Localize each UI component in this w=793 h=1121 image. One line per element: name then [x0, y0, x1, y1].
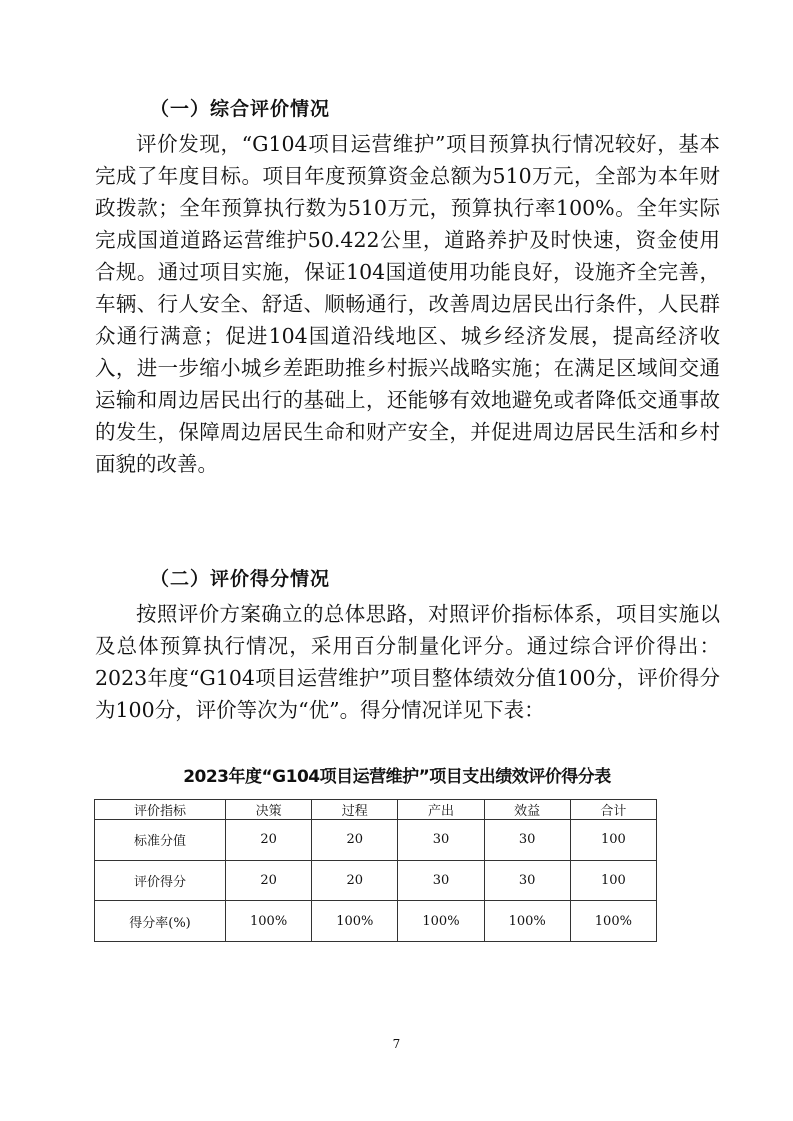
table-cell: 100%: [570, 901, 656, 942]
row-label-cell: 评价得分: [95, 860, 226, 901]
table-cell: 30: [398, 860, 484, 901]
header-cell: 决策: [226, 800, 312, 820]
row-label-cell: 得分率(%): [95, 901, 226, 942]
header-cell: 合计: [570, 800, 656, 820]
table-cell: 20: [312, 820, 398, 861]
section-heading-score-evaluation: （二）评价得分情况: [150, 568, 331, 590]
table-row: [95, 860, 657, 901]
table-cell: 100%: [484, 901, 570, 942]
table-row: [95, 901, 657, 942]
score-evaluation-paragraph: [95, 598, 720, 726]
paragraph-text: 按照评价方案确立的总体思路，对照评价指标体系，项目实施以及总体预算执行情况，采用百分制量化评分。通过综合评价得出：2023年度“G104项目运营维护”项目整体绩效分值100分，评价得分为100分，评价等次为“优”。得分情况详见下表：: [95, 602, 720, 722]
table-cell: 100%: [226, 901, 312, 942]
score-table: [94, 799, 657, 942]
table-cell: 20: [312, 860, 398, 901]
table-cell: 30: [398, 820, 484, 861]
table-cell: 30: [484, 820, 570, 861]
section-heading-overall-evaluation: （一）综合评价情况: [150, 98, 331, 120]
paragraph-text: 评价发现，“G104项目运营维护”项目预算执行情况较好，基本完成了年度目标。项目年度预算资金总额为510万元，全部为本年财政拨款；全年预算执行数为510万元，预算执行率100%。全年实际完成国道道路运营维护50.422公里，道路养护及时快速，资金使用合规。通过项目实施，保证104国道使用功能良好，设施齐全完善，车辆、行人安全、舒适、顺畅通行，改善周边居民出行条件，人民群众通行满意；促进104国道沿线地区、城乡经济发展，提高经济收入，进一步缩小城乡差距助推乡村振兴战略实施；在满足区域间交通运输和周边居民出行的基础上，还能够有效地避免或者降低交通事故的发生，保障周边居民生命和财产安全，并促进周边居民生活和乡村面貌的改善。: [95, 132, 720, 476]
header-cell: 效益: [484, 800, 570, 820]
table-cell: 100%: [398, 901, 484, 942]
table-cell: 100: [570, 820, 656, 861]
table-title: 2023年度“G104项目运营维护”项目支出绩效评价得分表: [183, 767, 611, 787]
table-cell: 20: [226, 820, 312, 861]
table-row: [95, 820, 657, 861]
table-cell: 100: [570, 860, 656, 901]
header-cell: 过程: [312, 800, 398, 820]
table-cell: 20: [226, 860, 312, 901]
header-cell: 评价指标: [95, 800, 226, 820]
table-header-row: [95, 800, 657, 820]
table-cell: 100%: [312, 901, 398, 942]
row-label-cell: 标准分值: [95, 820, 226, 861]
page-number: 7: [392, 1037, 401, 1051]
overall-evaluation-paragraph: [95, 128, 720, 480]
header-cell: 产出: [398, 800, 484, 820]
table-cell: 30: [484, 860, 570, 901]
